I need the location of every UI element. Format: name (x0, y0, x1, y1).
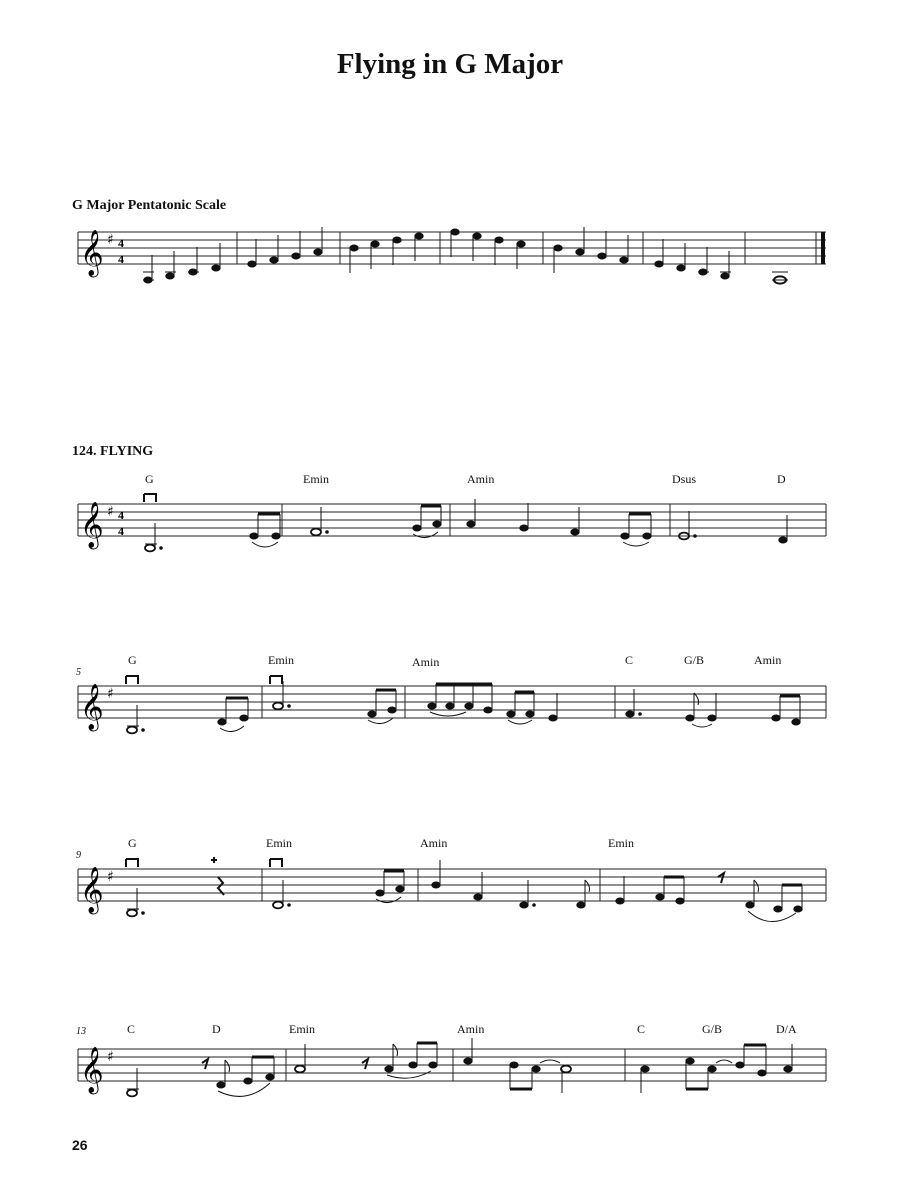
svg-text:♯: ♯ (107, 232, 114, 248)
page-title: Flying in G Major (336, 48, 564, 80)
flying-system-4 (0, 1035, 900, 1115)
chord-symbol: Emin (303, 472, 329, 486)
chord-symbol: G (128, 836, 137, 850)
chord-symbol: D (777, 472, 786, 486)
chord-symbol: D (212, 1022, 221, 1036)
chord-symbol: Emin (268, 653, 294, 667)
measure-number: 5 (76, 667, 81, 678)
svg-text:4: 4 (118, 508, 124, 522)
chord-symbol: Emin (608, 836, 634, 850)
scale-staff (0, 222, 900, 302)
treble-clef-icon: 𝄞 (80, 1047, 104, 1093)
chord-symbol: G/B (684, 653, 705, 667)
chord-symbol: C (625, 653, 634, 667)
measure-number: 9 (76, 850, 81, 861)
treble-clef-icon: 𝄞 (80, 230, 104, 276)
chord-symbol: G (145, 472, 154, 486)
chord-symbol: Amin (412, 655, 440, 669)
flying-system-1 (0, 490, 900, 570)
svg-text:4: 4 (118, 524, 124, 538)
chord-symbol: G (128, 653, 137, 667)
scale-notes (143, 227, 788, 284)
treble-clef-icon: 𝄞 (80, 502, 104, 548)
chord-symbol: Amin (420, 836, 448, 850)
page-number: 26 (72, 1137, 88, 1153)
svg-text:♯: ♯ (107, 1049, 114, 1065)
chord-symbol: Amin (457, 1022, 485, 1036)
chord-symbol: D/A (776, 1022, 797, 1036)
scale-label: G Major Pentatonic Scale (72, 198, 227, 213)
svg-text:4: 4 (118, 252, 124, 266)
chord-symbol: Amin (467, 472, 495, 486)
chord-symbol: Dsus (672, 472, 697, 486)
chord-symbol: C (637, 1022, 646, 1036)
treble-clef-icon: 𝄞 (80, 867, 104, 913)
treble-clef-icon: 𝄞 (80, 684, 104, 730)
svg-text:♯: ♯ (107, 869, 114, 885)
chord-symbol: G/B (702, 1022, 723, 1036)
svg-text:♯: ♯ (107, 686, 114, 702)
chord-symbol: Amin (754, 653, 782, 667)
flying-system-2 (0, 672, 900, 752)
piece-title: 124. FLYING (72, 444, 154, 459)
chord-symbol: Emin (289, 1022, 315, 1036)
svg-text:♯: ♯ (107, 504, 114, 520)
measure-number: 13 (76, 1026, 86, 1037)
chord-symbol: Emin (266, 836, 292, 850)
chord-symbol: C (127, 1022, 136, 1036)
svg-text:4: 4 (118, 236, 124, 250)
flying-system-3 (0, 855, 900, 935)
